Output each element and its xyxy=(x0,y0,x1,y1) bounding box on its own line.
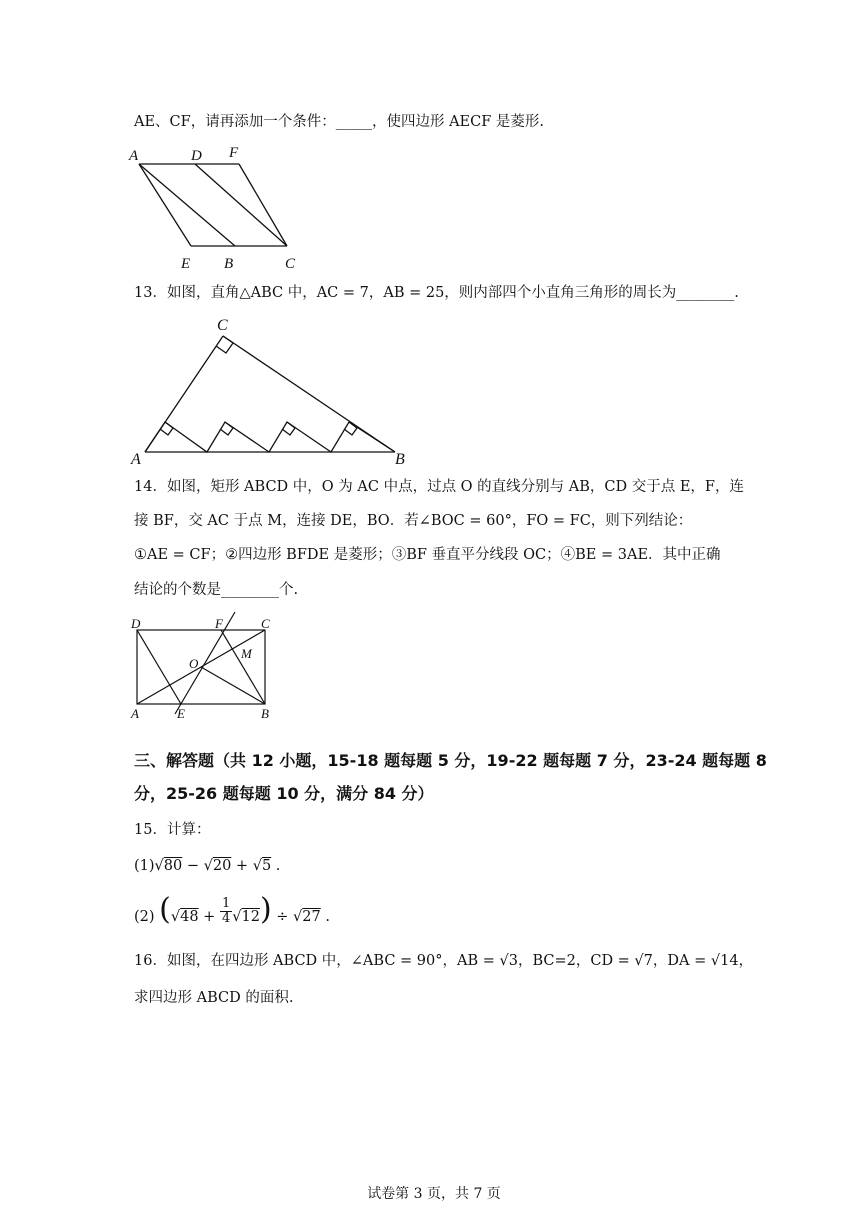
q15-2-prefix: (2) xyxy=(134,909,155,925)
q15-1-prefix: (1) xyxy=(134,858,155,874)
q14-line-2: 接 BF，交 AC 于点 M，连接 DE，BO．若∠BOC = 60°，FO = FC，则下列结论： xyxy=(134,513,693,529)
q15-2-a: 48 xyxy=(180,909,199,925)
fig14-label-c: C xyxy=(261,616,270,631)
fig14-label-d: D xyxy=(131,616,141,631)
fig12-label-c: C xyxy=(285,256,296,272)
q13-text: 13．如图，直角△ABC 中，AC = 7，AB = 25，则内部四个小直角三角形的周长为________. xyxy=(134,285,739,301)
q12-figure xyxy=(125,140,315,275)
page-footer: 试卷第 3 页，共 7 页 xyxy=(367,1186,501,1202)
fig14-label-o: O xyxy=(189,656,199,671)
section-3-heading-line-1: 三、解答题（共 12 小题，15-18 题每题 5 分，19-22 题每题 7 分，23-24 题每题 8 xyxy=(134,751,767,770)
q15-2-c: 27 xyxy=(302,909,321,925)
q16-line-2: 求四边形 ABCD 的面积. xyxy=(134,990,294,1006)
fig12-label-d: D xyxy=(191,148,202,164)
fig14-label-m: M xyxy=(241,646,252,661)
q15-text: 15．计算： xyxy=(134,822,211,838)
q14-line-1: 14．如图，矩形 ABCD 中，O 为 AC 中点，过点 O 的直线分别与 AB，CD 交于点 E，F，连 xyxy=(134,479,744,495)
q12-text: AE、CF，请再添加一个条件：_____，使四边形 AECF 是菱形. xyxy=(134,114,544,130)
q15-part-2: (2) (√48 + $\frac{1}{4}$ √12) ÷ √27 . xyxy=(134,892,330,927)
q14-line-3: ①AE = CF；②四边形 BFDE 是菱形；③BF 垂直平分线段 OC；④BE = 3AE．其中正确 xyxy=(134,547,721,563)
q15-1-c: 5 xyxy=(261,858,272,874)
fig12-label-a: A xyxy=(129,148,139,164)
q15-2-frac-den: 4 xyxy=(221,910,231,926)
fig12-label-b: B xyxy=(224,256,234,272)
fig14-label-a: A xyxy=(131,706,139,721)
q15-part-1: (1)√80 − √20 + √5 . xyxy=(134,858,281,874)
q15-2-b: 12 xyxy=(241,909,260,925)
q15-2-frac-num: 1 xyxy=(221,895,231,911)
fig14-label-f: F xyxy=(215,616,223,631)
fig12-label-e: E xyxy=(181,256,191,272)
fig14-label-e: E xyxy=(177,706,185,721)
q13-figure xyxy=(125,312,415,467)
fig12-label-f: F xyxy=(229,145,239,161)
q14-line-4: 结论的个数是________个. xyxy=(134,582,299,598)
q16-line-1: 16．如图，在四边形 ABCD 中，∠ABC = 90°，AB = √3，BC=2，CD = √7，DA = √14， xyxy=(134,953,754,969)
section-3-heading-line-2: 分，25-26 题每题 10 分，满分 84 分） xyxy=(134,784,434,803)
q15-1-b: 20 xyxy=(212,858,232,874)
fig13-label-c: C xyxy=(217,317,228,334)
fig14-label-b: B xyxy=(261,706,269,721)
fig13-label-b: B xyxy=(395,451,405,467)
q14-figure xyxy=(125,610,285,725)
q15-1-a: 80 xyxy=(163,858,183,874)
fig13-label-a: A xyxy=(131,451,141,467)
